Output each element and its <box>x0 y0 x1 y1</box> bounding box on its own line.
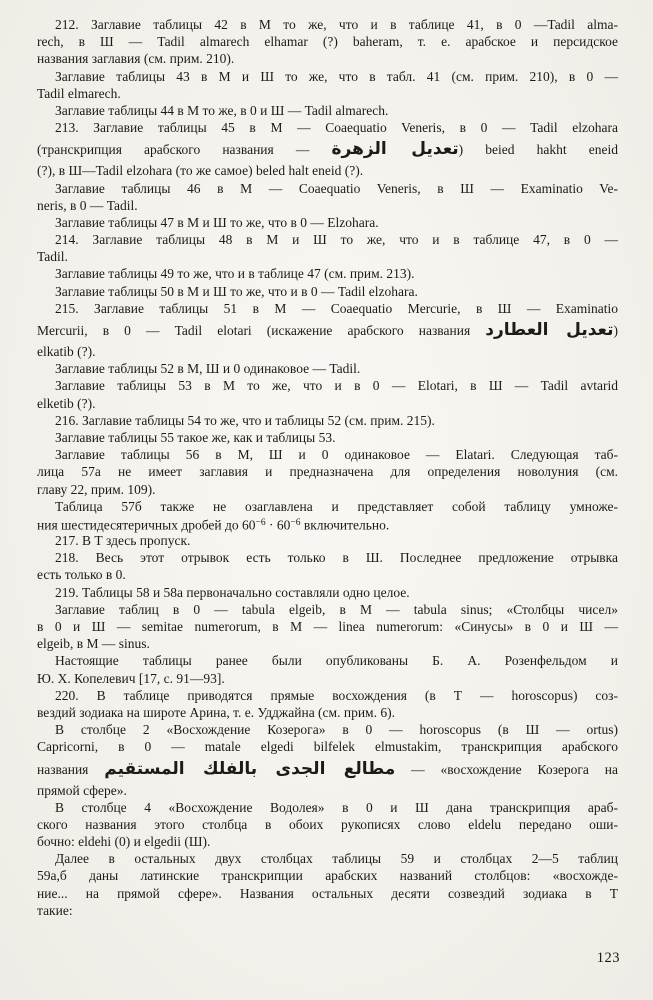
text-line <box>37 377 618 394</box>
text-run: В столбце 4 «Восхождение Водолея» в 0 и Ш дана транскрипция араб- <box>55 799 618 815</box>
text-run: ского названия этого столбца в обоих рукописях слово eldelu передано оши- <box>37 816 618 832</box>
paragraph <box>37 549 618 583</box>
text-run: Заглавие таблицы 50 в М и Ш то же, что и в 0 — Tadil elzohara. <box>55 283 418 299</box>
text-line <box>37 867 618 884</box>
paragraph <box>37 68 618 102</box>
text-line <box>37 463 618 480</box>
text-run: Capricorni, в 0 — matale elgedi bilfelek elmustakim, транскрипция арабского <box>37 739 618 755</box>
text-line <box>37 601 618 618</box>
text-run: лица 57а не имеет заглавия и предназначена для определения новолуния (см. <box>37 464 618 480</box>
text-line <box>37 197 618 214</box>
text-line <box>37 360 618 377</box>
paragraph <box>37 532 618 549</box>
text-line <box>37 782 618 799</box>
text-run: Ю. Х. Копелевич [17, с. 91—93]. <box>37 670 225 686</box>
text-run: прямой сфере». <box>37 782 127 798</box>
text-line <box>37 283 618 300</box>
text-run: 218. Весь этот отрывок есть только в Ш. Последнее предложение отрывка <box>55 550 618 566</box>
text-run: 59а,б даны латинские транскрипции арабских названий столбцов: «восхожде- <box>37 868 618 884</box>
text-run: Заглавие таблицы 56 в М, Ш и 0 одинаковое — Elatari. Следующая таб- <box>55 447 618 463</box>
text-run: elkatib (?). <box>37 344 96 359</box>
text-run: 220. В таблице приводятся прямые восхождения (в Т — horoscopus) соз- <box>55 687 618 703</box>
paragraph <box>37 412 618 429</box>
paragraph <box>37 446 618 498</box>
text-line <box>37 214 618 231</box>
paragraph <box>37 429 618 446</box>
text-line <box>37 687 618 704</box>
text-run: · 60 <box>265 517 291 533</box>
text-run: Таблица 57б также не озаглавлена и представляет собой таблицу умноже- <box>55 498 618 514</box>
text-line <box>37 738 618 755</box>
text-line <box>37 33 618 50</box>
paragraph <box>37 102 618 119</box>
text-run: 219. Таблицы 58 и 58а первоначально составляли одно целое. <box>55 584 410 600</box>
text-line <box>37 395 618 412</box>
text-run: 214. Заглавие таблицы 48 в М и Ш то же, что и в таблице 47, в 0 — <box>55 232 618 248</box>
text-run: ние... на прямой сфере». Названия остальных десяти созвездий зодиака в Т <box>37 885 618 901</box>
paragraph <box>37 799 618 851</box>
text-run: в 0 и Ш — semitae numerorum, в М — linea numerorum: «Синусы» в 0 и Ш — <box>37 619 618 634</box>
text-run: Mercurii, в 0 — Tadil elotari (искажение арабского названия <box>37 323 486 338</box>
text-run: elketib (?). <box>37 395 96 411</box>
paragraph <box>37 584 618 601</box>
text-run: — «восхождение Козерога на <box>395 761 618 777</box>
page-number: 123 <box>596 950 620 966</box>
text-run: 217. В Т здесь пропуск. <box>55 533 191 549</box>
text-run: 215. Заглавие таблицы 51 в М — Coaequatio Mercurie, в Ш — Examinatio <box>55 300 618 316</box>
paragraph <box>37 498 618 532</box>
text-run: есть только в 0. <box>37 567 126 583</box>
text-run: Заглавие таблицы 46 в М — Coaequatio Veneris, в Ш — Examinatio Ve- <box>55 180 618 196</box>
text-line <box>37 119 618 136</box>
paragraph <box>37 850 618 919</box>
text-line <box>37 136 618 162</box>
text-line <box>37 162 618 179</box>
text-line <box>37 704 618 721</box>
superscript-text: −6 <box>255 517 266 528</box>
paragraph <box>37 300 618 360</box>
text-line <box>37 532 618 549</box>
text-line <box>37 265 618 282</box>
text-run: Заглавие таблицы 52 в М, Ш и 0 одинаковое — Tadil. <box>55 361 361 377</box>
text-line <box>37 833 618 850</box>
text-run: rech, в Ш — Tadil almarech elhamar (?) baheram, т. е. арабское и персидское <box>37 34 618 50</box>
text-line <box>37 343 618 360</box>
paragraph <box>37 231 618 265</box>
text-line <box>37 850 618 867</box>
paragraph <box>37 721 618 799</box>
text-run: Заглавие таблицы 53 в М то же, что и в 0 — Elotari, в Ш — Tadil avtarid <box>55 378 618 394</box>
text-line <box>37 68 618 85</box>
text-run: Tadil. <box>37 249 68 265</box>
text-line <box>37 85 618 102</box>
paragraph <box>37 283 618 300</box>
text-line <box>37 498 618 515</box>
superscript-text: −6 <box>290 517 301 528</box>
arabic-text: تعديل العطارد <box>485 320 614 340</box>
text-line <box>37 300 618 317</box>
paragraph <box>37 265 618 282</box>
text-run: такие: <box>37 902 73 918</box>
text-line <box>37 317 618 343</box>
text-line <box>37 756 618 782</box>
text-run: 212. Заглавие таблицы 42 в М то же, что и в таблице 41, в 0 —Tadil alma- <box>55 17 618 32</box>
paragraph <box>37 16 618 68</box>
text-run: главу 22, прим. 109). <box>37 481 156 497</box>
text-line <box>37 885 618 902</box>
text-run: elgeib, в М — sinus. <box>37 636 150 652</box>
paragraph <box>37 180 618 214</box>
arabic-text: مطالع الجدى بالفلك المستقيم <box>104 758 396 779</box>
text-run: Tadil elmarech. <box>37 85 121 101</box>
text-run: ния шестидесятеричных дробей до 60 <box>37 517 256 533</box>
paragraph <box>37 687 618 721</box>
text-line <box>37 429 618 446</box>
text-run: включительно. <box>300 517 390 533</box>
text-run: neris, в 0 — Tadil. <box>37 197 138 213</box>
text-run: В столбце 2 «Восхождение Козерога» в 0 — horoscopus (в Ш — ortus) <box>55 722 618 738</box>
paragraph <box>37 214 618 231</box>
text-run: ) <box>613 323 618 338</box>
text-run: Заглавие таблицы 43 в М и Ш то же, что в табл. 41 (см. прим. 210), в 0 — <box>55 68 618 84</box>
text-run: Далее в остальных двух столбцах таблицы 59 и столбцах 2—5 таблиц <box>55 851 618 867</box>
text-run: ) beied hakht eneid <box>458 142 618 158</box>
paragraph <box>37 601 618 653</box>
text-line <box>37 549 618 566</box>
text-line <box>37 248 618 265</box>
text-run: (транскрипция арабского названия — <box>37 142 332 158</box>
paragraph <box>37 360 618 377</box>
text-line <box>37 515 618 532</box>
text-run: Заглавие таблицы 49 то же, что и в таблице 47 (см. прим. 213). <box>55 266 415 282</box>
text-line <box>37 50 618 67</box>
text-line <box>37 16 618 33</box>
text-run: Заглавие таблицы 47 в М и Ш то же, что в 0 — Elzohara. <box>55 214 379 230</box>
text-run: Заглавие таблицы 44 в М то же, в 0 и Ш — Tadil almarech. <box>55 102 389 118</box>
text-line <box>37 670 618 687</box>
text-run: (?), в Ш—Tadil elzohara (то же самое) beled halt eneid (?). <box>37 163 364 179</box>
text-line <box>37 481 618 498</box>
text-run: 216. Заглавие таблицы 54 то же, что и таблицы 52 (см. прим. 215). <box>55 412 435 428</box>
page-text-block <box>37 16 618 919</box>
text-line <box>37 721 618 738</box>
text-run: вездий зодиака на широте Арина, т. е. Удджайна (см. прим. 6). <box>37 704 395 720</box>
text-line <box>37 102 618 119</box>
text-run: названия заглавия (см. прим. 210). <box>37 51 235 67</box>
arabic-text: تعديل الزهرة <box>331 139 459 160</box>
text-line <box>37 618 618 635</box>
text-run: бочно: eldehi (0) и elgedii (Ш). <box>37 834 211 850</box>
paragraph <box>37 652 618 686</box>
text-line <box>37 652 618 669</box>
text-line <box>37 566 618 583</box>
text-line <box>37 231 618 248</box>
text-line <box>37 635 618 652</box>
text-run: Заглавие таблиц в 0 — tabula elgeib, в М — tabula sinus; «Столбцы чисел» <box>55 601 618 617</box>
paragraph <box>37 119 618 179</box>
paragraph <box>37 377 618 411</box>
text-run: Настоящие таблицы ранее были опубликованы Б. А. Розенфельдом и <box>55 653 618 669</box>
text-line <box>37 584 618 601</box>
text-line <box>37 180 618 197</box>
text-line <box>37 816 618 833</box>
text-run: 213. Заглавие таблицы 45 в М — Coaequatio Veneris, в 0 — Tadil elzohara <box>55 120 618 136</box>
text-line <box>37 902 618 919</box>
text-line <box>37 799 618 816</box>
text-run: Заглавие таблицы 55 такое же, как и таблицы 53. <box>55 429 336 445</box>
text-line <box>37 412 618 429</box>
text-line <box>37 446 618 463</box>
text-run: названия <box>37 761 105 777</box>
